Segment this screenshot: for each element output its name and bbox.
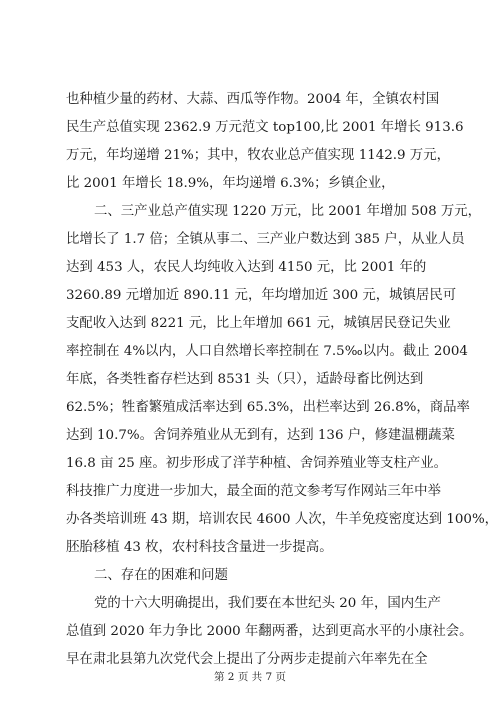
text-line: 总值到 2020 年力争比 2000 年翻两番，达到更高水平的小康社会。: [66, 624, 473, 639]
text-line: 民生产总值实现 2362.9 万元范文 top100,比 2001 年增长 913.6: [66, 120, 464, 135]
text-line: 16.8 亩 25 座。初步形成了洋芋种植、舍饲养殖业等支柱产业。: [66, 456, 447, 471]
text-line: 比 2001 年增长 18.9%，年均递增 6.3%；乡镇企业，: [66, 176, 395, 191]
text-line: 率控制在 4%以内，人口自然增长率控制在 7.5‰以内。截止 2004: [66, 344, 468, 359]
text-line: 3260.89 元增加近 890.11 元，年均增加近 300 元，城镇居民可: [66, 288, 457, 303]
text-line: 二、存在的困难和问题: [94, 568, 228, 583]
text-line: 比增长了 1.7 倍；全镇从事二、三产业户数达到 385 户，从业人员: [66, 232, 465, 247]
text-line: 62.5%；牲畜繁殖成活率达到 65.3%，出栏率达到 26.8%，商品率: [66, 400, 470, 415]
text-line: 早在肃北县第九次党代会上提出了分两步走提前六年率先在全: [66, 652, 428, 667]
text-line: 胚胎移植 43 枚，农村科技含量进一步提高。: [66, 540, 333, 555]
text-line: 科技推广力度进一步加大，最全面的范文参考写作网站三年中举: [66, 484, 441, 499]
page-indicator: 第 2 页 共 7 页: [213, 671, 287, 683]
text-line: 年底，各类牲畜存栏达到 8531 头（只），适龄母畜比例达到: [66, 372, 424, 387]
text-line: 达到 453 人，农民人均纯收入达到 4150 元，比 2001 年的: [66, 260, 427, 275]
text-line: 支配收入达到 8221 元，比上年增加 661 元，城镇居民登记失业: [66, 316, 451, 331]
text-line: 达到 10.7%。舍饲养殖业从无到有，达到 136 户，修建温棚蔬菜: [66, 428, 455, 443]
text-line: 党的十六大明确提出，我们要在本世纪头 20 年，国内生产: [94, 596, 441, 611]
text-line: 也种植少量的药材、大蒜、西瓜等作物。2004 年，全镇农村国: [66, 92, 440, 107]
text-line: 万元，年均递增 21%；其中，牧农业总产值实现 1142.9 万元，: [66, 148, 450, 163]
text-line: 二、三产业总产值实现 1220 万元，比 2001 年增加 508 万元，: [94, 204, 482, 219]
text-line: 办各类培训班 43 期，培训农民 4600 人次，牛羊免疫密度达到 100%，: [66, 512, 499, 527]
document-body: [66, 86, 499, 674]
